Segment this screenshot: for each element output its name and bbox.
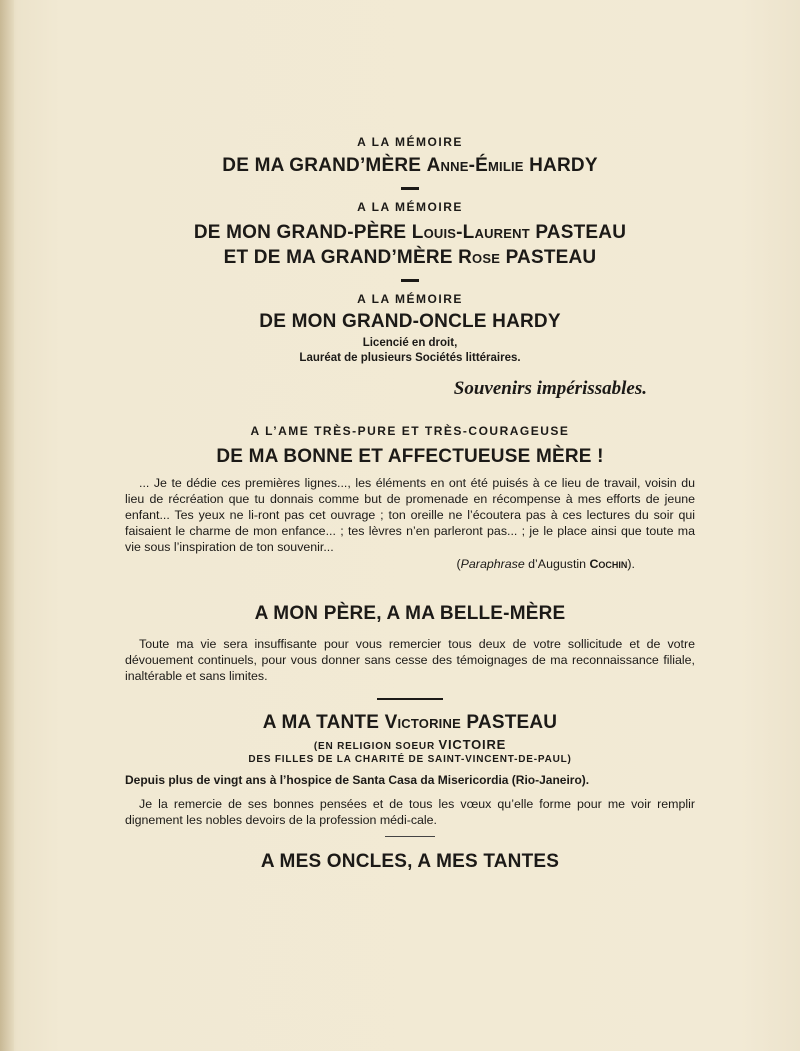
page-binding-shadow	[0, 0, 14, 1051]
memoire-heading: A LA MÉMOIRE	[357, 135, 463, 149]
dedicatee-prefix: ET DE MA GRAND’MÈRE	[223, 247, 459, 268]
dedication-grandparents-pasteau	[125, 200, 695, 270]
father-heading: A MON PÈRE, A MA BELLE-MÈRE	[254, 603, 566, 624]
section-divider	[401, 279, 419, 282]
dedication-content	[125, 135, 695, 874]
aunt-thanks-text: Je la remercie de ses bonnes pensées et de tous les vœux qu’elle forme pour me voir remplir dignement les nobles devoirs de la profession médi-cale.	[125, 797, 695, 827]
section-rule	[377, 698, 443, 700]
dedication-mother	[125, 424, 695, 469]
dedicatee-firstname: Rose	[458, 247, 501, 268]
aunt-firstname: Victorine	[384, 712, 461, 733]
dedicatee-surname: PASTEAU	[529, 222, 627, 243]
uncles-aunts-heading: A MES ONCLES, A MES TANTES	[260, 851, 560, 872]
dedicatee-prefix: DE MA GRAND’MÈRE	[222, 155, 427, 176]
dedicatee-line	[125, 153, 695, 178]
dedicatee-surname: HARDY	[523, 155, 598, 176]
dedication-father	[125, 601, 695, 626]
aunt-religion-line	[125, 738, 695, 753]
dedication-uncles-aunts	[125, 849, 695, 874]
dedicatee-line: DE MON GRAND-ONCLE HARDY	[259, 311, 561, 332]
aunt-surname: PASTEAU	[460, 712, 558, 733]
aunt-heading	[125, 710, 695, 735]
dedicatee-line	[125, 245, 695, 270]
attribution	[125, 557, 695, 571]
religion-prefix: (EN RELIGION SOEUR	[313, 741, 439, 752]
dedicatee-firstname: Louis-Laurent	[411, 222, 530, 243]
dedicatee-title: Licencié en droit,	[362, 337, 458, 349]
motto: Souvenirs impérissables.	[453, 378, 647, 399]
attribution-mid: d’Augustin	[524, 557, 590, 571]
attribution-paren-open: (	[456, 557, 461, 571]
father-dedication-text: Toute ma vie sera insuffisante pour vous remercier tous deux de votre sollicitude et de votre dévouement continuels, pour vous donner sans cesse des témoignages de ma reconnaissance filiale, inaltérable et sans limites.	[125, 637, 695, 683]
aunt-order-line: DES FILLES DE LA CHARITÉ DE SAINT-VINCENT-DE-PAUL)	[248, 754, 572, 765]
attribution-paren-close: ).	[627, 557, 635, 571]
dedicatee-distinction: Lauréat de plusieurs Sociétés littéraires.	[299, 352, 521, 364]
attribution-italic: Paraphrase	[460, 557, 525, 571]
dedicatee-surname: PASTEAU	[500, 247, 597, 268]
section-divider	[401, 187, 419, 190]
dedication-aunt-pasteau	[125, 710, 695, 766]
memoire-heading: A LA MÉMOIRE	[357, 200, 463, 214]
religion-name: VICTOIRE	[438, 737, 507, 752]
attribution-author: Cochin	[589, 557, 628, 571]
section-rule	[385, 836, 435, 837]
dedicatee-firstname: Anne-Émilie	[426, 155, 524, 176]
mother-dedication-text: ... Je te dédie ces premières lignes..., les éléments en ont été puisés à ce lieu de travail, voisin du lieu de récréation que tu donnais comme but de promenade en récompense à mes efforts de jeune enfant... Tes yeux ne li-ront pas cet ouvrage ; ton oreille ne l’écoutera pas à ces lectures du soir qui faisaient le charme de mon enfance... ; tes lèvres n’en parleront pas... ; je le place ainsi que toute ma vie sous l’inspiration de ton souvenir...	[125, 476, 695, 554]
aunt-heading-prefix: A MA TANTE	[262, 712, 385, 733]
aunt-hospice-text: Depuis plus de vingt ans à l’hospice de Santa Casa da Misericordia (Rio-Janeiro).	[125, 773, 590, 787]
mother-heading-line1: A L’AME TRÈS-PURE ET TRÈS-COURAGEUSE	[250, 424, 570, 438]
dedicatee-prefix: DE MON GRAND-PÈRE	[193, 222, 412, 243]
dedication-grandmother-hardy	[125, 135, 695, 178]
dedicatee-line	[125, 220, 695, 245]
memoire-heading: A LA MÉMOIRE	[357, 292, 463, 306]
mother-heading-line2: DE MA BONNE ET AFFECTUEUSE MÈRE !	[216, 446, 604, 467]
dedication-great-uncle-hardy	[125, 292, 695, 366]
